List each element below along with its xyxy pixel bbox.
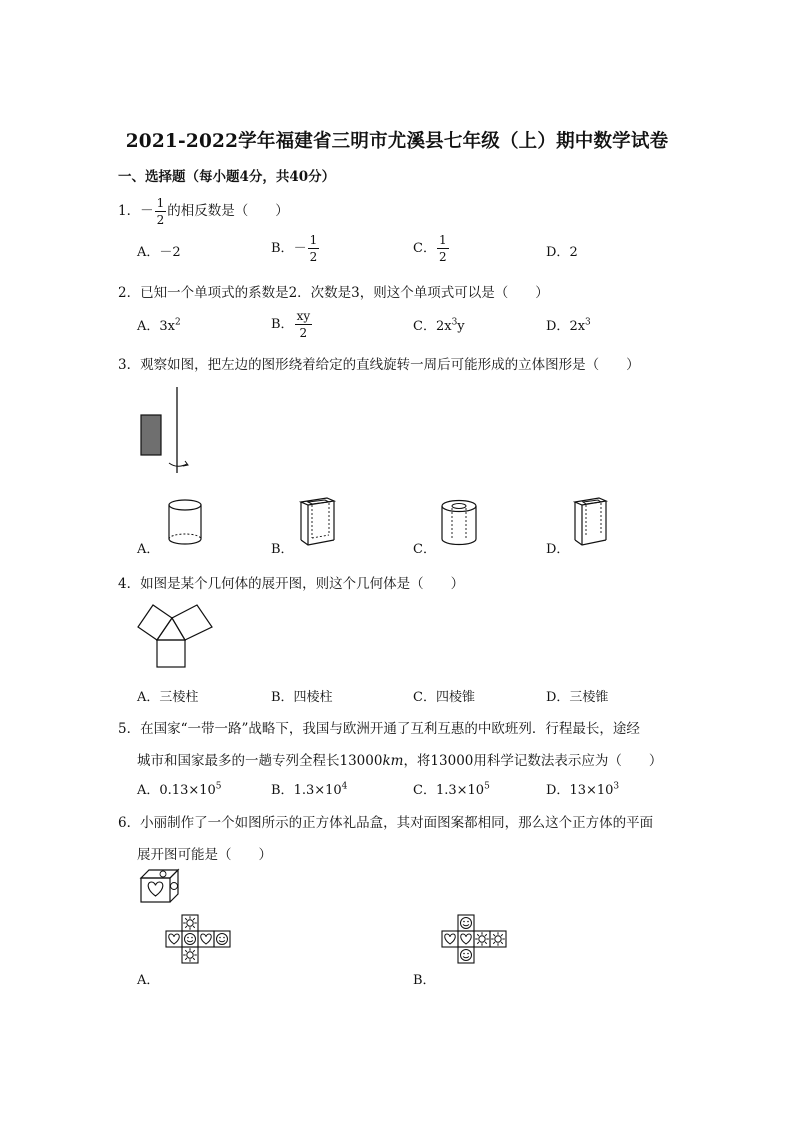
question-4: 4．如图是某个几何体的展开图，则这个几何体是（ ） [118,576,465,592]
q1-option-b: B．－ $\frac{1}{2}$ [271,233,318,264]
q1-number: 1． [118,203,141,219]
sun-icon [183,916,197,930]
q3-option-b: B． [271,542,294,557]
sun-icon [475,932,489,946]
question-5-line-2: 城市和国家最多的一趟专列全程长13000km，将13000用科学记数法表示应为（ ） [137,753,663,769]
net-cell [182,915,198,931]
net-center-triangle [157,618,185,640]
q1-minus: － [140,203,154,219]
q2-option-c: C．$2x^3y$ [413,317,465,334]
question-6-line-1: 6．小丽制作了一个如图所示的正方体礼品盒，其对面图案都相同，那么这个正方体的平面 [118,815,654,831]
net-left-face [138,605,172,640]
net-square [157,640,185,667]
heart-icon [461,934,472,944]
net-cell [182,947,198,963]
net-cell [198,931,214,947]
hollow-box-figure [572,493,617,551]
q4-option-b: B．四棱柱 [271,690,333,705]
smiley-icon [185,934,196,945]
q5-option-a: A．$0.13\times 10^5$ [137,781,222,798]
cylinder-figure [164,497,214,549]
q4-option-a: A．三棱柱 [137,690,199,705]
question-6-line-2: 展开图可能是（ ） [137,847,272,863]
net-right-face [172,605,212,640]
rotation-figure [130,385,200,480]
question-5-line-1: 5．在国家“一带一路”战略下，我国与欧洲开通了互利互惠的中欧班列．行程最长，途经 [118,721,640,737]
q6-option-b: B． [413,973,436,988]
sun-icon [160,871,166,877]
net-figure [135,602,225,670]
net-cell [214,931,230,947]
q3-option-c: C． [413,542,436,557]
q6-option-a: A． [137,973,160,988]
q5-option-b: B．$1.3\times 10^4$ [271,781,348,798]
net-cell [458,947,474,963]
section-heading: 一、选择题（每小题4分，共40分） [118,169,336,185]
heart-icon [445,934,456,944]
q3-option-a: A． [137,542,160,557]
net-cell [166,931,182,947]
sun-icon [491,932,505,946]
net-option-a [164,913,254,977]
net-cell [490,931,506,947]
q1-fraction: $\frac{1}{2}$ [156,196,165,227]
q5-option-d: D．$13\times 10^3$ [546,781,620,798]
heart-icon [201,934,212,944]
q1-option-c: C． $\frac{1}{2}$ [413,233,447,264]
exam-title: 2021-2022学年福建省三明市尤溪县七年级（上）期中数学试卷 [125,131,669,152]
net-cell [458,931,474,947]
q4-option-c: C．四棱锥 [413,690,475,705]
q2-option-a: A．$3x^2$ [137,317,181,334]
hollow-cylinder-figure [438,497,486,549]
q2-option-b: B． $\frac{xy}{2}$ [271,309,311,340]
net-cell [458,915,474,931]
q1-option-d: D．2 [546,245,578,260]
q2-option-d: D．$2x^3$ [546,317,591,334]
q4-option-d: D．三棱锥 [546,690,609,705]
question-3: 3．观察如图，把左边的图形绕着给定的直线旋转一周后可能形成的立体图形是（ ） [118,357,640,373]
heart-icon [148,882,163,896]
q3-option-d: D． [546,542,570,557]
smiley-icon [461,918,472,929]
net-option-b [440,913,530,977]
question-2: 2．已知一个单项式的系数是2．次数是3，则这个单项式可以是（ ） [118,285,549,301]
q1-text: 的相反数是（ ） [167,203,289,219]
heart-icon [169,934,180,944]
q5-option-c: C．$1.3\times 10^5$ [413,781,490,798]
gift-cube-figure [138,866,186,906]
q1-option-a: A．－2 [137,245,181,260]
net-cell [442,931,458,947]
net-cell [182,931,198,947]
smiley-icon [217,934,228,945]
smiley-icon [171,883,178,890]
smiley-icon [461,950,472,961]
question-1 [118,197,289,226]
hollow-prism-figure [298,493,343,551]
shaded-rectangle [141,415,161,455]
net-cell [474,931,490,947]
sun-icon [183,948,197,962]
